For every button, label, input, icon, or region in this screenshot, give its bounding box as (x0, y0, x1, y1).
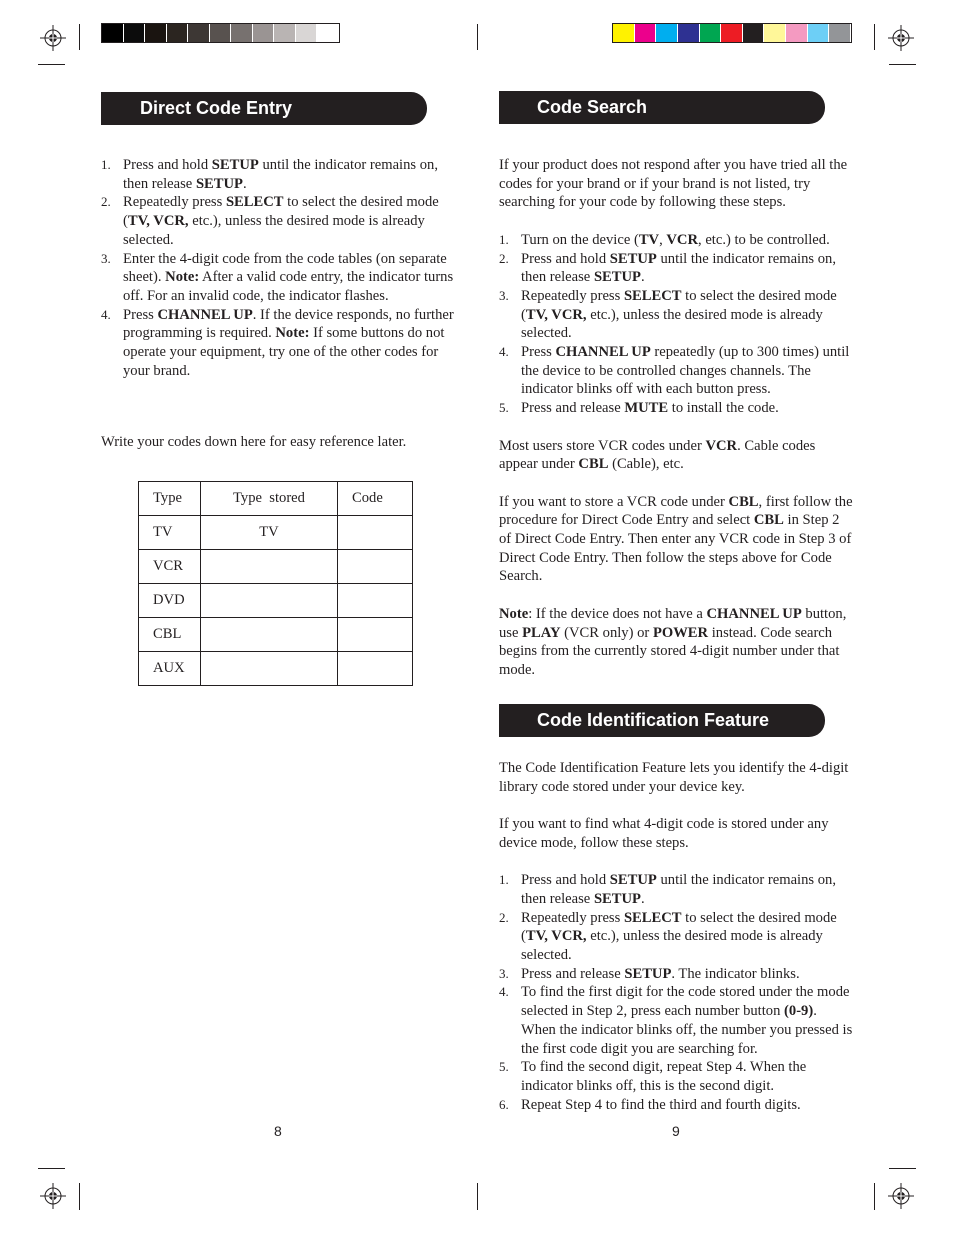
step-item (499, 1058, 855, 1095)
color-swatch (613, 24, 635, 42)
code-id-instructions: If you want to find what 4-digit code is stored under any device mode, follow these steps. (499, 816, 829, 851)
bold-term: CBL (578, 456, 609, 473)
table-row (139, 618, 413, 652)
bold-term: SETUP (609, 250, 657, 267)
step-item (499, 343, 855, 399)
text-run: . When the indicator blinks off, the number you pressed is the first code digit you are searching for. (521, 1003, 853, 1057)
bold-term: SETUP (593, 890, 641, 907)
bold-term: SETUP (195, 175, 243, 192)
text-run: to select the desired mode ( (123, 194, 439, 230)
bold-term: CBL (753, 512, 784, 529)
color-swatch (764, 24, 786, 42)
text-run: Press and release (521, 400, 625, 417)
step-number: 3. (101, 250, 111, 266)
text-run: instead. Code search begins from the currently stored 4-digit number under that mode. (499, 624, 840, 678)
text-run: , etc.) to be controlled. (698, 231, 830, 248)
direct-code-entry-steps (101, 156, 457, 380)
codes-table (138, 481, 413, 686)
code-identification-content (499, 759, 855, 1114)
step-number: 3. (499, 287, 509, 303)
text-run: Press and hold (123, 157, 212, 173)
text-run: Repeatedly press (123, 194, 226, 211)
color-swatch (296, 24, 318, 42)
code-id-intro: The Code Identification Feature lets you identify the 4-digit library code stored under your device key. (499, 760, 849, 795)
table-row (139, 550, 413, 584)
text-run: After a valid code entry, the indicator turns off. For an invalid code, the indicator flashes. (123, 269, 454, 304)
table-row (139, 652, 413, 686)
text-run: Turn on the device ( (521, 231, 639, 248)
bold-term: TV, VCR, (525, 306, 587, 323)
step-number: 4. (499, 984, 509, 1000)
text-run: (Cable), etc. (608, 456, 684, 473)
bold-term: CBL (728, 493, 759, 510)
bold-term: VCR (705, 437, 738, 454)
crop-mark-line (38, 64, 65, 65)
type-stored-cell (201, 618, 338, 652)
color-swatch (786, 24, 808, 42)
bold-term: CHANNEL UP (706, 605, 802, 622)
color-swatch (656, 24, 678, 42)
code-search-intro: If your product does not respond after you have tried all the codes for your brand or if your brand is not listed, try searching for your code by following these steps. (499, 157, 848, 211)
crop-mark-line (79, 24, 80, 50)
step-number: 1. (499, 231, 509, 247)
bold-term: TV, VCR, (127, 213, 189, 230)
color-swatch (274, 24, 296, 42)
text-run: , first follow the procedure for Direct Code Entry and select (499, 493, 853, 529)
step-item (499, 287, 855, 343)
step-item (499, 399, 855, 418)
text-run: until the indicator remains on, then release (123, 157, 438, 192)
text-run: repeatedly (up to 300 times) until the device to be controlled changes channels. The indicator blinks off with each button press. (521, 344, 850, 398)
bold-term: TV (638, 231, 660, 248)
bold-term: SETUP (211, 157, 259, 173)
registration-target-icon (888, 1183, 914, 1209)
crop-mark-line (477, 24, 478, 50)
text-run: Most users store VCR codes under (499, 437, 706, 454)
color-swatch (678, 24, 700, 42)
step-item (499, 983, 855, 1058)
type-cell: DVD (139, 584, 201, 618)
registration-target-icon (40, 1183, 66, 1209)
type-cell: AUX (139, 652, 201, 686)
bold-term: POWER (652, 624, 709, 641)
color-swatch (317, 24, 339, 42)
step-item (499, 231, 855, 250)
bold-term: Note (499, 605, 529, 622)
write-codes-note: Write your codes down here for easy reference later. (101, 434, 407, 450)
code-cell (338, 652, 413, 686)
code-identification-steps (499, 871, 855, 1114)
direct-code-entry-title: Direct Code Entry (140, 98, 293, 118)
text-run: Press and release (521, 965, 625, 982)
step-item (499, 909, 855, 965)
color-swatch (829, 24, 851, 42)
text-run: : If the device does not have a (528, 605, 707, 622)
text-run: . (640, 890, 645, 907)
code-cell (338, 584, 413, 618)
code-search-banner (499, 91, 825, 124)
color-swatch (167, 24, 189, 42)
bold-term: SELECT (225, 194, 284, 211)
text-run: . If the device responds, no further programming is required. (123, 306, 454, 342)
bold-term: CHANNEL UP (555, 344, 651, 361)
color-calibration-bar (612, 23, 852, 43)
header-code: Code (338, 482, 413, 516)
step-number: 5. (499, 1059, 509, 1075)
code-search-content (499, 156, 855, 680)
text-run: Press and hold (521, 872, 610, 889)
color-swatch (721, 24, 743, 42)
step-number: 4. (101, 306, 111, 322)
color-swatch (253, 24, 275, 42)
color-swatch (635, 24, 657, 42)
text-run: , (659, 231, 667, 248)
registration-target-icon (40, 25, 66, 51)
bold-term: Note: (165, 269, 200, 286)
type-stored-cell (201, 550, 338, 584)
crop-mark-line (79, 1183, 80, 1210)
cbl-store-paragraph (499, 493, 855, 587)
color-swatch (700, 24, 722, 42)
text-run: Repeatedly press (521, 287, 624, 304)
code-cell (338, 516, 413, 550)
color-swatch (808, 24, 830, 42)
text-run: Press (123, 306, 158, 323)
step-item (101, 250, 457, 306)
step-number: 1. (499, 872, 509, 888)
color-swatch (231, 24, 253, 42)
grayscale-calibration-bar (101, 23, 340, 43)
text-run: If you want to store a VCR code under (499, 493, 729, 510)
text-run: If some buttons do not operate your equipment, try one of the other codes for your brand. (123, 325, 445, 379)
text-run: etc.), unless the desired mode is already selected. (123, 213, 425, 248)
step-item (101, 306, 457, 381)
text-run: Press and hold (521, 250, 610, 267)
bold-term: SETUP (624, 965, 672, 982)
text-run: Enter the 4-digit code from the code tables (on separate sheet). (123, 250, 447, 286)
bold-term: CHANNEL UP (157, 306, 253, 323)
code-search-title: Code Search (537, 97, 648, 117)
step-item (101, 156, 457, 193)
text-run: until the indicator remains on, then release (521, 872, 836, 907)
text-run: button, use (499, 605, 847, 641)
step-number: 1. (101, 157, 111, 172)
type-cell: VCR (139, 550, 201, 584)
text-run: To find the second digit, repeat Step 4. When the indicator blinks off, this is the second digit. (521, 1059, 807, 1094)
step-item (499, 965, 855, 984)
text-run: To find the first digit for the code stored under the mode selected in Step 2, press each number button (521, 984, 850, 1020)
table-row (139, 516, 413, 550)
registration-target-icon (888, 25, 914, 51)
text-run: Repeat Step 4 to find the third and fourth digits. (521, 1096, 801, 1113)
text-run: (VCR only) or (560, 624, 653, 641)
bold-term: VCR (666, 231, 699, 248)
bold-term: SELECT (623, 909, 682, 926)
crop-mark-line (477, 1183, 478, 1210)
code-search-steps (499, 231, 855, 418)
header-type: Type (139, 482, 201, 516)
step-number: 2. (499, 909, 509, 925)
color-swatch (188, 24, 210, 42)
step-number: 3. (499, 965, 509, 981)
text-run: etc.), unless the desired mode is already selected. (521, 306, 823, 342)
step-number: 5. (499, 400, 509, 416)
text-run: . The indicator blinks. (671, 965, 800, 982)
crop-mark-line (874, 24, 875, 50)
text-run: . Cable codes appear under (499, 437, 816, 473)
bold-term: MUTE (624, 400, 669, 417)
page-number-right: 9 (672, 1123, 680, 1139)
type-stored-cell (201, 584, 338, 618)
step-number: 6. (499, 1096, 509, 1112)
color-swatch (210, 24, 232, 42)
color-swatch (743, 24, 765, 42)
step-item (499, 250, 855, 287)
text-run: . (242, 175, 247, 192)
crop-mark-line (874, 1183, 875, 1210)
text-run: . (640, 269, 645, 286)
type-stored-cell: TV (201, 516, 338, 550)
table-row (139, 584, 413, 618)
code-cell (338, 618, 413, 652)
bold-term: SETUP (609, 872, 657, 889)
text-run: in Step 2 of Direct Code Entry. Then enter any VCR code in Step 3 of Direct Code Entry. Then follow the steps above for Code Search. (499, 512, 852, 585)
page-number-left: 8 (274, 1123, 282, 1139)
code-cell (338, 550, 413, 584)
step-number: 4. (499, 344, 509, 360)
step-item (499, 871, 855, 908)
bold-term: Note: (275, 325, 310, 342)
bold-term: TV, VCR, (525, 928, 587, 945)
text-run: until the indicator remains on, then release (521, 250, 836, 286)
text-run: to select the desired mode ( (521, 909, 837, 945)
type-stored-cell (201, 652, 338, 686)
vcr-codes-paragraph (499, 437, 855, 474)
text-run: to install the code. (668, 400, 779, 417)
text-run: Repeatedly press (521, 909, 624, 926)
step-number: 2. (499, 250, 509, 266)
step-number: 2. (101, 194, 111, 210)
type-cell: CBL (139, 618, 201, 652)
crop-mark-line (38, 1168, 65, 1169)
code-identification-title: Code Identification Feature (537, 710, 770, 730)
codes-table-header (139, 482, 413, 516)
step-item (499, 1096, 855, 1115)
bold-term: SETUP (593, 269, 641, 286)
direct-code-entry-banner (101, 92, 427, 125)
text-run: to select the desired mode ( (521, 287, 837, 323)
bold-term: SELECT (623, 287, 682, 304)
header-type-stored: Type stored (201, 482, 338, 516)
type-cell: TV (139, 516, 201, 550)
text-run: Press (521, 344, 556, 361)
crop-mark-line (889, 64, 916, 65)
bold-term: PLAY (522, 624, 561, 641)
color-swatch (124, 24, 146, 42)
code-identification-banner (499, 704, 825, 737)
code-search-note (499, 605, 855, 680)
color-swatch (102, 24, 124, 42)
crop-mark-line (889, 1168, 916, 1169)
bold-term: (0-9) (784, 1003, 814, 1020)
text-run: etc.), unless the desired mode is already selected. (521, 928, 823, 963)
step-item (101, 193, 457, 249)
color-swatch (145, 24, 167, 42)
